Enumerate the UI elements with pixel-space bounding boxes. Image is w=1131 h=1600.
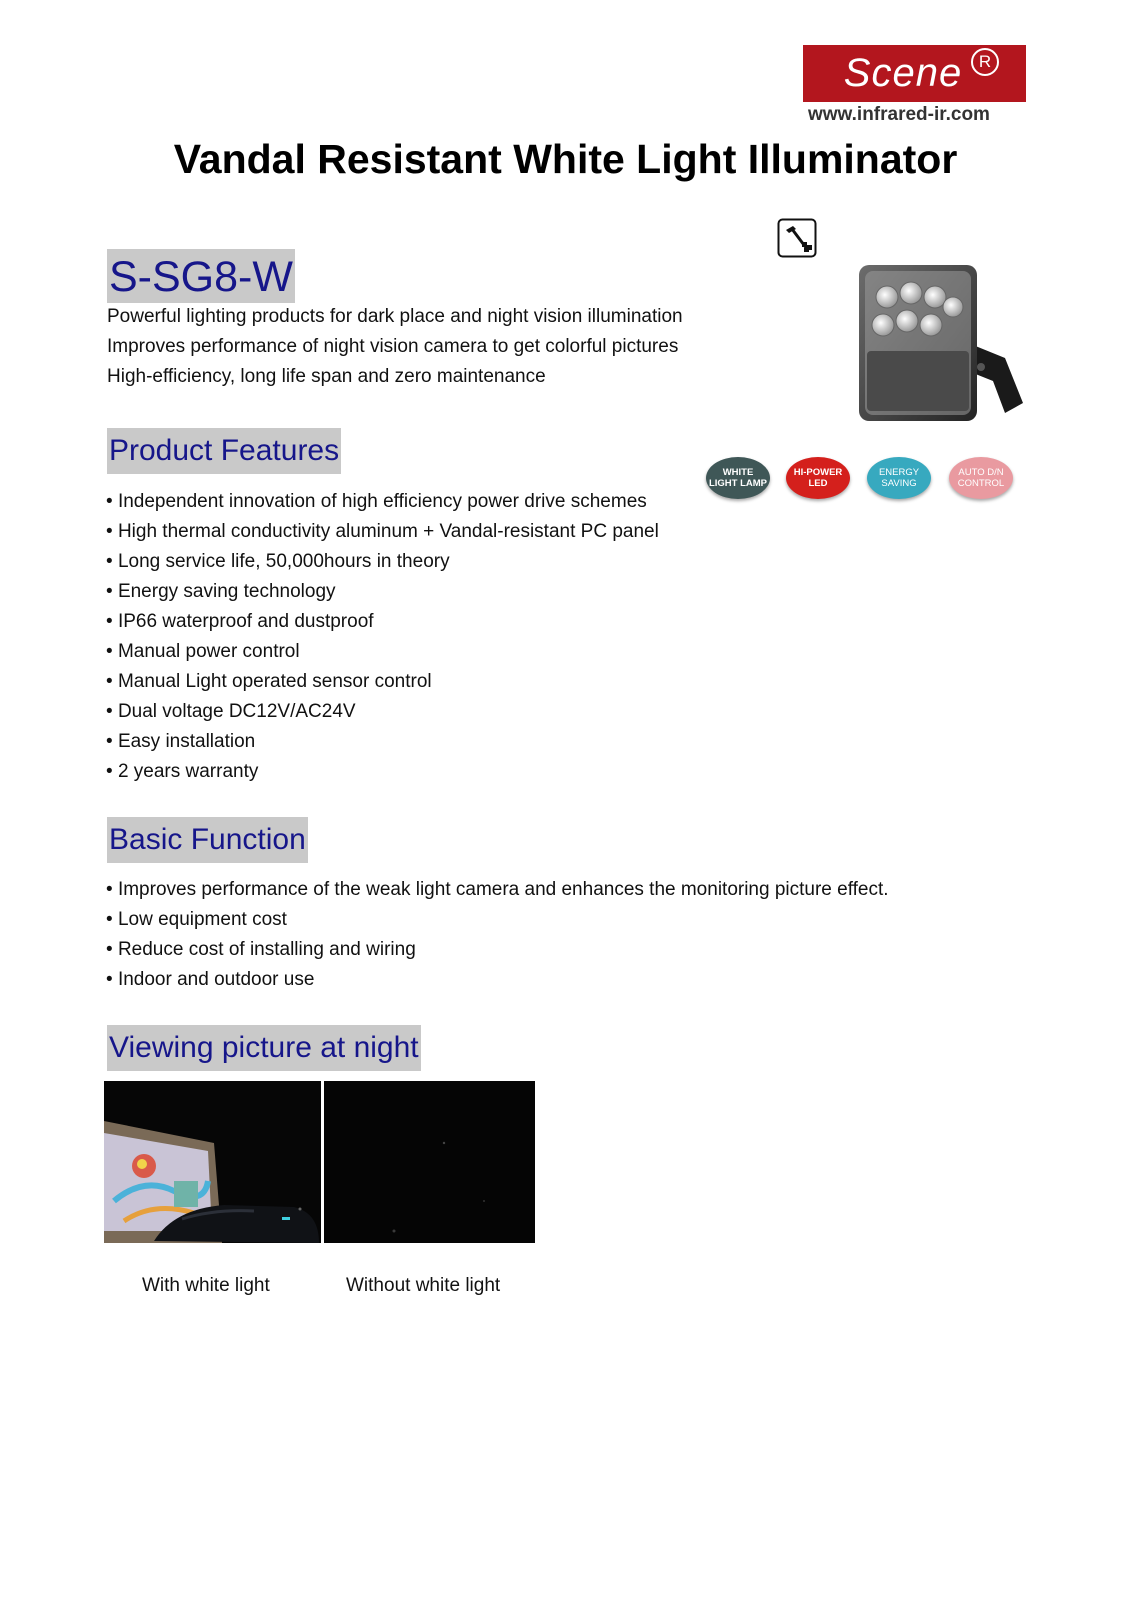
basic-function-heading: Basic Function xyxy=(107,817,308,863)
badge-hi-power-led: HI-POWER LED xyxy=(786,457,850,499)
intro-line: High-efficiency, long life span and zero maintenance xyxy=(107,366,546,387)
list-item: • Energy saving technology xyxy=(106,577,659,607)
badge-white-light-lamp: WHITE LIGHT LAMP xyxy=(706,457,770,499)
list-item: • Indoor and outdoor use xyxy=(106,965,889,995)
list-item: • Manual power control xyxy=(106,637,659,667)
list-item: • Reduce cost of installing and wiring xyxy=(106,935,889,965)
list-item: • Dual voltage DC12V/AC24V xyxy=(106,697,659,727)
brand-name: Scene xyxy=(843,51,963,95)
list-item: • Long service life, 50,000hours in theory xyxy=(106,547,659,577)
caption-with-light: With white light xyxy=(142,1275,270,1296)
features-list xyxy=(106,487,659,787)
hammer-icon xyxy=(777,218,817,258)
list-item: • IP66 waterproof and dustproof xyxy=(106,607,659,637)
features-heading: Product Features xyxy=(107,428,341,474)
list-item: • High thermal conductivity aluminum + Vandal-resistant PC panel xyxy=(106,517,659,547)
registered-mark: R xyxy=(971,48,999,76)
intro-line: Improves performance of night vision camera to get colorful pictures xyxy=(107,336,679,357)
viewing-heading: Viewing picture at night xyxy=(107,1025,421,1071)
brand-logo xyxy=(803,45,1026,102)
caption-without-light: Without white light xyxy=(346,1275,501,1296)
list-item: • Independent innovation of high efficiency power drive schemes xyxy=(106,487,659,517)
list-item: • Improves performance of the weak light camera and enhances the monitoring picture effect. xyxy=(106,875,889,905)
list-item: • Manual Light operated sensor control xyxy=(106,667,659,697)
model-heading: S-SG8-W xyxy=(107,249,295,303)
night-photo-without-light xyxy=(324,1081,535,1243)
page-title: Vandal Resistant White Light Illuminator xyxy=(173,136,958,182)
basic-function-list xyxy=(106,875,889,995)
intro-line: Powerful lighting products for dark place and night vision illumination xyxy=(107,306,683,327)
product-image xyxy=(855,263,1033,429)
list-item: • Easy installation xyxy=(106,727,659,757)
website-url: www.infrared-ir.com xyxy=(808,104,990,125)
night-photo-with-light xyxy=(104,1081,321,1243)
badge-energy-saving: ENERGY SAVING xyxy=(867,457,931,499)
list-item: • 2 years warranty xyxy=(106,757,659,787)
badge-auto-dn-control: AUTO D/N CONTROL xyxy=(949,457,1013,499)
list-item: • Low equipment cost xyxy=(106,905,889,935)
